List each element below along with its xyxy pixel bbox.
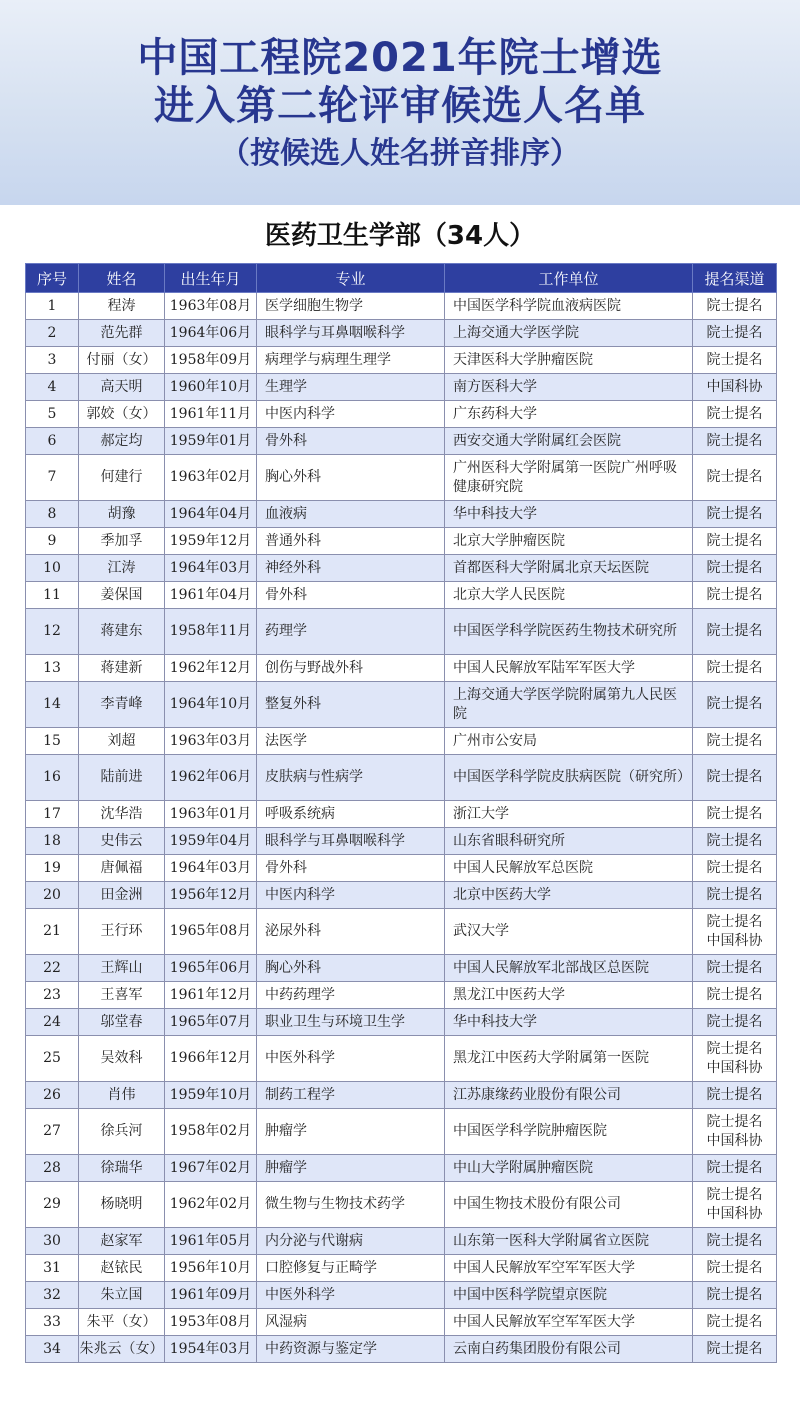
cell-no: 28 — [26, 1155, 79, 1182]
table-row — [26, 882, 777, 909]
cell-channel: 院士提名 — [693, 855, 777, 882]
cell-unit: 中国人民解放军空军军医大学 — [445, 1255, 693, 1282]
cell-birth: 1959年12月 — [165, 528, 257, 555]
cell-channel: 院士提名 — [693, 428, 777, 455]
table-row — [26, 755, 777, 801]
page-subtitle: （按候选人姓名拼音排序） — [220, 136, 580, 171]
cell-channel: 院士提名 — [693, 555, 777, 582]
page-title-line2: 进入第二轮评审候选人名单 — [154, 83, 646, 129]
cell-name: 杨晓明 — [79, 1182, 165, 1228]
cell-channel: 院士提名 — [693, 1155, 777, 1182]
cell-channel: 院士提名 — [693, 528, 777, 555]
cell-channel: 院士提名 — [693, 501, 777, 528]
cell-no: 22 — [26, 955, 79, 982]
cell-name: 唐佩福 — [79, 855, 165, 882]
cell-name: 程涛 — [79, 293, 165, 320]
cell-birth: 1956年10月 — [165, 1255, 257, 1282]
cell-major: 皮肤病与性病学 — [257, 755, 445, 801]
cell-major: 肿瘤学 — [257, 1155, 445, 1182]
cell-birth: 1963年08月 — [165, 293, 257, 320]
cell-channel: 院士提名 — [693, 728, 777, 755]
cell-channel: 院士提名 — [693, 755, 777, 801]
table-row — [26, 728, 777, 755]
table-row — [26, 320, 777, 347]
cell-unit: 中国医学科学院医药生物技术研究所 — [445, 609, 693, 655]
cell-name: 吴效科 — [79, 1036, 165, 1082]
candidate-table — [25, 263, 777, 1363]
cell-major: 骨外科 — [257, 855, 445, 882]
cell-unit: 江苏康缘药业股份有限公司 — [445, 1082, 693, 1109]
cell-major: 医学细胞生物学 — [257, 293, 445, 320]
cell-birth: 1958年11月 — [165, 609, 257, 655]
table-row — [26, 855, 777, 882]
table-row — [26, 582, 777, 609]
cell-major: 中药药理学 — [257, 982, 445, 1009]
cell-major: 法医学 — [257, 728, 445, 755]
cell-unit: 中国人民解放军总医院 — [445, 855, 693, 882]
cell-birth: 1964年03月 — [165, 555, 257, 582]
page-title-line1: 中国工程院2021年院士增选 — [137, 35, 663, 81]
cell-major: 泌尿外科 — [257, 909, 445, 955]
table-row — [26, 682, 777, 728]
cell-no: 24 — [26, 1009, 79, 1036]
cell-unit: 浙江大学 — [445, 801, 693, 828]
cell-name: 肖伟 — [79, 1082, 165, 1109]
cell-unit: 北京大学肿瘤医院 — [445, 528, 693, 555]
column-header-birth: 出生年月 — [165, 264, 257, 293]
cell-no: 20 — [26, 882, 79, 909]
cell-no: 14 — [26, 682, 79, 728]
cell-name: 蒋建新 — [79, 655, 165, 682]
cell-birth: 1965年07月 — [165, 1009, 257, 1036]
cell-major: 肿瘤学 — [257, 1109, 445, 1155]
cell-unit: 上海交通大学医学院附属第九人民医院 — [445, 682, 693, 728]
column-header-name: 姓名 — [79, 264, 165, 293]
cell-no: 32 — [26, 1282, 79, 1309]
cell-birth: 1961年04月 — [165, 582, 257, 609]
cell-major: 胸心外科 — [257, 455, 445, 501]
cell-no: 3 — [26, 347, 79, 374]
table-row — [26, 1228, 777, 1255]
cell-major: 神经外科 — [257, 555, 445, 582]
cell-channel: 院士提名 — [693, 955, 777, 982]
cell-major: 职业卫生与环境卫生学 — [257, 1009, 445, 1036]
cell-unit: 中国人民解放军空军军医大学 — [445, 1309, 693, 1336]
table-row — [26, 1336, 777, 1363]
cell-unit: 黑龙江中医药大学附属第一医院 — [445, 1036, 693, 1082]
cell-unit: 华中科技大学 — [445, 1009, 693, 1036]
table-row — [26, 1109, 777, 1155]
cell-no: 19 — [26, 855, 79, 882]
cell-no: 23 — [26, 982, 79, 1009]
cell-major: 普通外科 — [257, 528, 445, 555]
cell-name: 王喜军 — [79, 982, 165, 1009]
table-row — [26, 1082, 777, 1109]
cell-name: 沈华浩 — [79, 801, 165, 828]
table-row — [26, 374, 777, 401]
cell-name: 朱立国 — [79, 1282, 165, 1309]
cell-unit: 山东第一医科大学附属省立医院 — [445, 1228, 693, 1255]
cell-unit: 山东省眼科研究所 — [445, 828, 693, 855]
cell-birth: 1964年06月 — [165, 320, 257, 347]
table-row — [26, 909, 777, 955]
table-row — [26, 1155, 777, 1182]
cell-major: 生理学 — [257, 374, 445, 401]
cell-birth: 1959年10月 — [165, 1082, 257, 1109]
cell-major: 药理学 — [257, 609, 445, 655]
cell-channel: 院士提名 — [693, 609, 777, 655]
cell-channel: 院士提名 — [693, 682, 777, 728]
cell-channel: 院士提名 — [693, 320, 777, 347]
cell-unit: 中国人民解放军陆军军医大学 — [445, 655, 693, 682]
table-row — [26, 455, 777, 501]
cell-channel: 院士提名 — [693, 1336, 777, 1363]
cell-name: 范先群 — [79, 320, 165, 347]
cell-major: 病理学与病理生理学 — [257, 347, 445, 374]
cell-no: 25 — [26, 1036, 79, 1082]
cell-birth: 1961年12月 — [165, 982, 257, 1009]
cell-no: 29 — [26, 1182, 79, 1228]
column-header-no: 序号 — [26, 264, 79, 293]
cell-no: 7 — [26, 455, 79, 501]
cell-name: 季加孚 — [79, 528, 165, 555]
cell-birth: 1956年12月 — [165, 882, 257, 909]
cell-unit: 南方医科大学 — [445, 374, 693, 401]
cell-name: 徐瑞华 — [79, 1155, 165, 1182]
cell-channel: 院士提名 — [693, 347, 777, 374]
cell-channel: 院士提名 — [693, 655, 777, 682]
cell-name: 徐兵河 — [79, 1109, 165, 1155]
cell-birth: 1962年02月 — [165, 1182, 257, 1228]
cell-unit: 西安交通大学附属红会医院 — [445, 428, 693, 455]
section-title: 医药卫生学部（34人） — [264, 221, 536, 251]
cell-name: 朱平（女） — [79, 1309, 165, 1336]
table-row — [26, 555, 777, 582]
cell-no: 18 — [26, 828, 79, 855]
cell-no: 6 — [26, 428, 79, 455]
cell-name: 田金洲 — [79, 882, 165, 909]
cell-unit: 武汉大学 — [445, 909, 693, 955]
cell-birth: 1959年01月 — [165, 428, 257, 455]
cell-birth: 1961年09月 — [165, 1282, 257, 1309]
cell-unit: 中国医学科学院肿瘤医院 — [445, 1109, 693, 1155]
cell-name: 何建行 — [79, 455, 165, 501]
cell-channel: 院士提名 — [693, 582, 777, 609]
cell-unit: 天津医科大学肿瘤医院 — [445, 347, 693, 374]
cell-no: 15 — [26, 728, 79, 755]
cell-no: 34 — [26, 1336, 79, 1363]
table-row — [26, 1009, 777, 1036]
cell-birth: 1953年08月 — [165, 1309, 257, 1336]
cell-birth: 1967年02月 — [165, 1155, 257, 1182]
cell-major: 内分泌与代谢病 — [257, 1228, 445, 1255]
cell-major: 中医外科学 — [257, 1282, 445, 1309]
cell-major: 骨外科 — [257, 582, 445, 609]
cell-unit: 中国医学科学院血液病医院 — [445, 293, 693, 320]
table-row — [26, 982, 777, 1009]
cell-name: 蒋建东 — [79, 609, 165, 655]
cell-major: 血液病 — [257, 501, 445, 528]
cell-name: 史伟云 — [79, 828, 165, 855]
cell-no: 12 — [26, 609, 79, 655]
cell-birth: 1961年05月 — [165, 1228, 257, 1255]
cell-birth: 1963年02月 — [165, 455, 257, 501]
cell-birth: 1962年12月 — [165, 655, 257, 682]
table-row — [26, 528, 777, 555]
cell-unit: 中国医学科学院皮肤病医院（研究所） — [445, 755, 693, 801]
cell-unit: 广东药科大学 — [445, 401, 693, 428]
cell-channel: 院士提名 — [693, 1082, 777, 1109]
table-body — [26, 293, 777, 1363]
cell-major: 眼科学与耳鼻咽喉科学 — [257, 320, 445, 347]
cell-no: 2 — [26, 320, 79, 347]
table-row — [26, 501, 777, 528]
table-row — [26, 1255, 777, 1282]
cell-no: 5 — [26, 401, 79, 428]
table-row — [26, 428, 777, 455]
header-banner — [0, 0, 800, 205]
cell-name: 朱兆云（女） — [79, 1336, 165, 1363]
cell-name: 姜保国 — [79, 582, 165, 609]
cell-major: 制药工程学 — [257, 1082, 445, 1109]
cell-name: 郝定均 — [79, 428, 165, 455]
cell-channel: 院士提名 — [693, 455, 777, 501]
cell-no: 31 — [26, 1255, 79, 1282]
cell-major: 骨外科 — [257, 428, 445, 455]
table-row — [26, 655, 777, 682]
cell-no: 27 — [26, 1109, 79, 1155]
cell-channel: 院士提名 — [693, 1255, 777, 1282]
table-row — [26, 401, 777, 428]
cell-birth: 1960年10月 — [165, 374, 257, 401]
cell-birth: 1963年01月 — [165, 801, 257, 828]
cell-no: 17 — [26, 801, 79, 828]
cell-birth: 1966年12月 — [165, 1036, 257, 1082]
cell-name: 付丽（女） — [79, 347, 165, 374]
cell-name: 刘超 — [79, 728, 165, 755]
cell-unit: 广州市公安局 — [445, 728, 693, 755]
cell-unit: 华中科技大学 — [445, 501, 693, 528]
cell-unit: 首都医科大学附属北京天坛医院 — [445, 555, 693, 582]
cell-channel: 院士提名 — [693, 801, 777, 828]
table-row — [26, 955, 777, 982]
cell-unit: 黑龙江中医药大学 — [445, 982, 693, 1009]
cell-channel: 院士提名 中国科协 — [693, 909, 777, 955]
cell-unit: 中国生物技术股份有限公司 — [445, 1182, 693, 1228]
cell-no: 4 — [26, 374, 79, 401]
cell-name: 高天明 — [79, 374, 165, 401]
cell-major: 中药资源与鉴定学 — [257, 1336, 445, 1363]
cell-unit: 云南白药集团股份有限公司 — [445, 1336, 693, 1363]
cell-major: 中医外科学 — [257, 1036, 445, 1082]
cell-name: 郭姣（女） — [79, 401, 165, 428]
cell-name: 赵家军 — [79, 1228, 165, 1255]
cell-channel: 院士提名 中国科协 — [693, 1036, 777, 1082]
cell-name: 李青峰 — [79, 682, 165, 728]
cell-major: 眼科学与耳鼻咽喉科学 — [257, 828, 445, 855]
cell-birth: 1962年06月 — [165, 755, 257, 801]
column-header-unit: 工作单位 — [445, 264, 693, 293]
cell-unit: 上海交通大学医学院 — [445, 320, 693, 347]
column-header-major: 专业 — [257, 264, 445, 293]
cell-major: 呼吸系统病 — [257, 801, 445, 828]
cell-channel: 院士提名 — [693, 828, 777, 855]
table-row — [26, 828, 777, 855]
cell-major: 胸心外科 — [257, 955, 445, 982]
column-header-channel: 提名渠道 — [693, 264, 777, 293]
cell-birth: 1959年04月 — [165, 828, 257, 855]
cell-major: 创伤与野战外科 — [257, 655, 445, 682]
cell-birth: 1964年10月 — [165, 682, 257, 728]
cell-channel: 院士提名 — [693, 882, 777, 909]
cell-no: 8 — [26, 501, 79, 528]
cell-birth: 1964年04月 — [165, 501, 257, 528]
cell-unit: 北京大学人民医院 — [445, 582, 693, 609]
cell-name: 王行环 — [79, 909, 165, 955]
cell-birth: 1958年09月 — [165, 347, 257, 374]
cell-major: 中医内科学 — [257, 401, 445, 428]
cell-name: 胡豫 — [79, 501, 165, 528]
cell-no: 10 — [26, 555, 79, 582]
cell-major: 风湿病 — [257, 1309, 445, 1336]
cell-unit: 中国人民解放军北部战区总医院 — [445, 955, 693, 982]
cell-major: 微生物与生物技术药学 — [257, 1182, 445, 1228]
cell-channel: 院士提名 中国科协 — [693, 1182, 777, 1228]
cell-birth: 1958年02月 — [165, 1109, 257, 1155]
cell-birth: 1961年11月 — [165, 401, 257, 428]
cell-no: 21 — [26, 909, 79, 955]
cell-name: 陆前进 — [79, 755, 165, 801]
cell-channel: 院士提名 — [693, 401, 777, 428]
cell-no: 13 — [26, 655, 79, 682]
table-row — [26, 609, 777, 655]
cell-unit: 北京中医药大学 — [445, 882, 693, 909]
cell-no: 30 — [26, 1228, 79, 1255]
cell-birth: 1965年06月 — [165, 955, 257, 982]
cell-no: 33 — [26, 1309, 79, 1336]
cell-no: 16 — [26, 755, 79, 801]
table-row — [26, 1036, 777, 1082]
cell-birth: 1963年03月 — [165, 728, 257, 755]
cell-channel: 院士提名 — [693, 982, 777, 1009]
cell-major: 整复外科 — [257, 682, 445, 728]
table-row — [26, 293, 777, 320]
cell-channel: 院士提名 — [693, 1009, 777, 1036]
cell-major: 口腔修复与正畸学 — [257, 1255, 445, 1282]
cell-name: 王辉山 — [79, 955, 165, 982]
cell-channel: 院士提名 — [693, 1309, 777, 1336]
cell-no: 9 — [26, 528, 79, 555]
table-row — [26, 1309, 777, 1336]
cell-major: 中医内科学 — [257, 882, 445, 909]
cell-name: 赵铱民 — [79, 1255, 165, 1282]
cell-channel: 院士提名 — [693, 1282, 777, 1309]
table-row — [26, 347, 777, 374]
cell-unit: 广州医科大学附属第一医院广州呼吸健康研究院 — [445, 455, 693, 501]
cell-birth: 1954年03月 — [165, 1336, 257, 1363]
table-row — [26, 801, 777, 828]
cell-channel: 院士提名 — [693, 293, 777, 320]
table-row — [26, 1282, 777, 1309]
cell-no: 11 — [26, 582, 79, 609]
cell-name: 邬堂春 — [79, 1009, 165, 1036]
table-header-row — [26, 264, 777, 293]
cell-no: 1 — [26, 293, 79, 320]
cell-unit: 中国中医科学院望京医院 — [445, 1282, 693, 1309]
cell-unit: 中山大学附属肿瘤医院 — [445, 1155, 693, 1182]
cell-channel: 院士提名 中国科协 — [693, 1109, 777, 1155]
cell-birth: 1965年08月 — [165, 909, 257, 955]
table-row — [26, 1182, 777, 1228]
cell-channel: 院士提名 — [693, 1228, 777, 1255]
cell-name: 江涛 — [79, 555, 165, 582]
cell-birth: 1964年03月 — [165, 855, 257, 882]
cell-channel: 中国科协 — [693, 374, 777, 401]
cell-no: 26 — [26, 1082, 79, 1109]
